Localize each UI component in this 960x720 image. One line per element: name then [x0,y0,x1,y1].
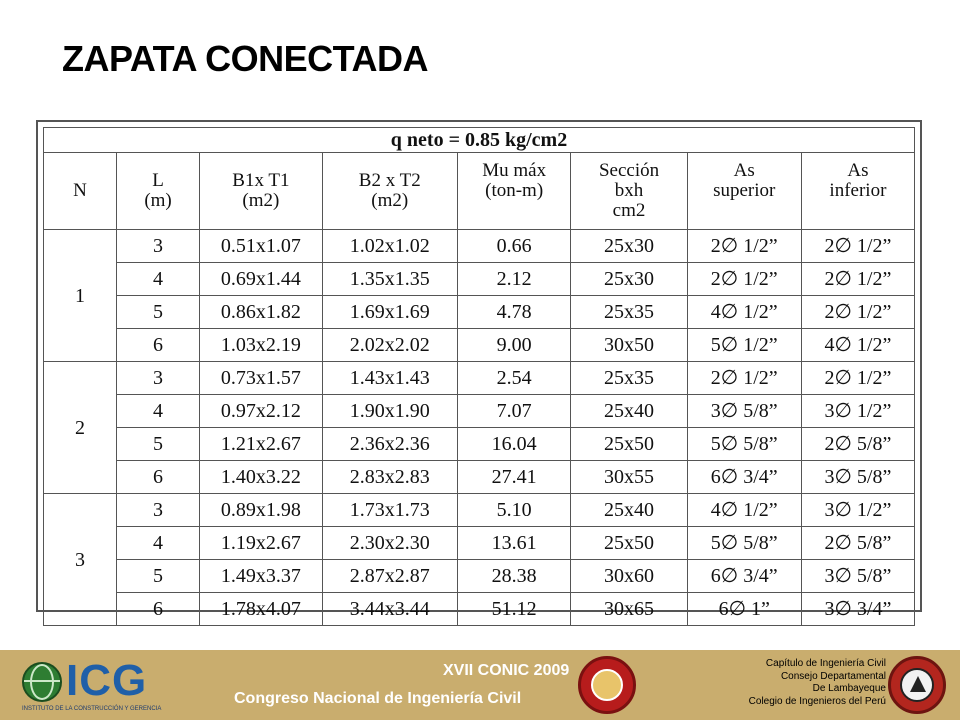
cell-as-superior: 2∅ 1/2” [687,230,801,263]
table-row [44,362,915,395]
cell-seccion: 25x30 [571,263,687,296]
cell-as-inferior: 2∅ 1/2” [801,230,914,263]
cell-b2t2: 1.90x1.90 [322,395,457,428]
cell-l: 3 [117,230,200,263]
cell-b1t1: 1.03x2.19 [200,329,323,362]
cell-b1t1: 0.89x1.98 [200,494,323,527]
icg-logo-text: ICG [66,656,148,705]
cell-b2t2: 1.73x1.73 [322,494,457,527]
chapter-line: Colegio de Ingenieros del Perú [748,695,886,707]
header-l: L (m) [117,153,200,230]
cell-b2t2: 2.36x2.36 [322,428,457,461]
table-row [44,395,915,428]
cell-as-superior: 2∅ 1/2” [687,362,801,395]
cell-l: 4 [117,395,200,428]
table-row [44,296,915,329]
cell-mu: 2.54 [457,362,571,395]
header-n: N [44,153,117,230]
cell-b2t2: 1.02x1.02 [322,230,457,263]
cell-l: 6 [117,593,200,626]
results-table [43,127,915,626]
chapter-line: De Lambayeque [812,683,886,694]
cell-as-superior: 4∅ 1/2” [687,296,801,329]
group-n-cell: 2 [44,362,117,494]
cell-l: 4 [117,263,200,296]
table-row [44,428,915,461]
cell-b1t1: 1.40x3.22 [200,461,323,494]
header-b1t1: B1x T1 (m2) [200,153,323,230]
cell-mu: 0.66 [457,230,571,263]
cell-as-superior: 5∅ 5/8” [687,428,801,461]
cell-as-superior: 6∅ 3/4” [687,461,801,494]
cell-as-inferior: 2∅ 5/8” [801,428,914,461]
cell-b2t2: 2.30x2.30 [322,527,457,560]
slide-title: ZAPATA CONECTADA [62,38,428,79]
cell-seccion: 30x65 [571,593,687,626]
header-as-superior: As superior [687,153,801,230]
cell-l: 5 [117,560,200,593]
cell-mu: 27.41 [457,461,571,494]
group-n-cell: 1 [44,230,117,362]
cell-l: 4 [117,527,200,560]
cell-as-superior: 2∅ 1/2” [687,263,801,296]
cell-mu: 9.00 [457,329,571,362]
results-table-frame [36,120,922,620]
cell-b1t1: 0.69x1.44 [200,263,323,296]
icg-logo-subtitle: INSTITUTO DE LA CONSTRUCCIÓN Y GERENCIA [22,706,162,712]
cell-as-superior: 4∅ 1/2” [687,494,801,527]
cell-l: 6 [117,329,200,362]
cell-b1t1: 1.21x2.67 [200,428,323,461]
cell-as-inferior: 2∅ 1/2” [801,362,914,395]
cell-mu: 5.10 [457,494,571,527]
table-row [44,263,915,296]
cell-mu: 13.61 [457,527,571,560]
table-row [44,329,915,362]
cell-b1t1: 0.86x1.82 [200,296,323,329]
q-neto-header: q neto = 0.85 kg/cm2 [44,128,915,153]
chapter-line: Capítulo de Ingeniería Civil [765,658,886,669]
table-row [44,527,915,560]
cip-seal-icon [888,656,946,714]
conic-seal-icon [578,656,636,714]
cell-b2t2: 2.02x2.02 [322,329,457,362]
cell-mu: 51.12 [457,593,571,626]
table-row [44,593,915,626]
cell-b1t1: 0.51x1.07 [200,230,323,263]
cell-as-superior: 5∅ 1/2” [687,329,801,362]
cell-as-inferior: 4∅ 1/2” [801,329,914,362]
cell-l: 3 [117,362,200,395]
cell-b1t1: 1.19x2.67 [200,527,323,560]
cell-seccion: 25x40 [571,395,687,428]
cell-as-inferior: 3∅ 5/8” [801,560,914,593]
cell-b2t2: 2.83x2.83 [322,461,457,494]
group-n-cell: 3 [44,494,117,626]
cell-seccion: 25x30 [571,230,687,263]
table-row [44,494,915,527]
cell-as-inferior: 2∅ 1/2” [801,296,914,329]
cell-l: 5 [117,428,200,461]
cell-seccion: 30x60 [571,560,687,593]
cell-b1t1: 1.49x3.37 [200,560,323,593]
cell-mu: 2.12 [457,263,571,296]
table-row [44,461,915,494]
cell-b2t2: 1.35x1.35 [322,263,457,296]
cell-as-inferior: 2∅ 1/2” [801,263,914,296]
cell-seccion: 25x50 [571,428,687,461]
cell-seccion: 30x50 [571,329,687,362]
chapter-text [749,658,886,708]
cell-seccion: 30x55 [571,461,687,494]
cell-l: 6 [117,461,200,494]
globe-icon [22,662,62,702]
cell-b2t2: 3.44x3.44 [322,593,457,626]
conic-title: XVII CONIC 2009 [443,662,570,679]
chapter-line: Consejo Departamental [780,670,886,682]
header-b2t2: B2 x T2 (m2) [322,153,457,230]
cell-b2t2: 1.43x1.43 [322,362,457,395]
cell-as-superior: 6∅ 1” [687,593,801,626]
conic-subtitle: Congreso Nacional de Ingeniería Civil [234,690,522,707]
cell-b1t1: 0.97x2.12 [200,395,323,428]
header-as-inferior: As inferior [801,153,914,230]
cell-b1t1: 1.78x4.07 [200,593,323,626]
header-mu-max: Mu máx (ton-m) [457,153,571,230]
cell-as-superior: 3∅ 5/8” [687,395,801,428]
cell-mu: 28.38 [457,560,571,593]
cell-b2t2: 2.87x2.87 [322,560,457,593]
cell-as-inferior: 3∅ 3/4” [801,593,914,626]
cell-as-superior: 5∅ 5/8” [687,527,801,560]
cell-as-inferior: 3∅ 1/2” [801,494,914,527]
cell-mu: 16.04 [457,428,571,461]
cell-b1t1: 0.73x1.57 [200,362,323,395]
table-row [44,230,915,263]
cell-seccion: 25x35 [571,296,687,329]
cell-as-superior: 6∅ 3/4” [687,560,801,593]
cell-b2t2: 1.69x1.69 [322,296,457,329]
cell-as-inferior: 3∅ 5/8” [801,461,914,494]
cell-as-inferior: 3∅ 1/2” [801,395,914,428]
cell-mu: 7.07 [457,395,571,428]
cell-seccion: 25x40 [571,494,687,527]
cell-l: 3 [117,494,200,527]
footer-bar [0,650,960,720]
table-row [44,560,915,593]
cell-as-inferior: 2∅ 5/8” [801,527,914,560]
column-header-row [44,153,915,230]
cell-seccion: 25x35 [571,362,687,395]
header-seccion: Sección bxh cm2 [571,153,687,230]
cell-mu: 4.78 [457,296,571,329]
icg-logo [22,656,164,712]
cell-l: 5 [117,296,200,329]
cell-seccion: 25x50 [571,527,687,560]
